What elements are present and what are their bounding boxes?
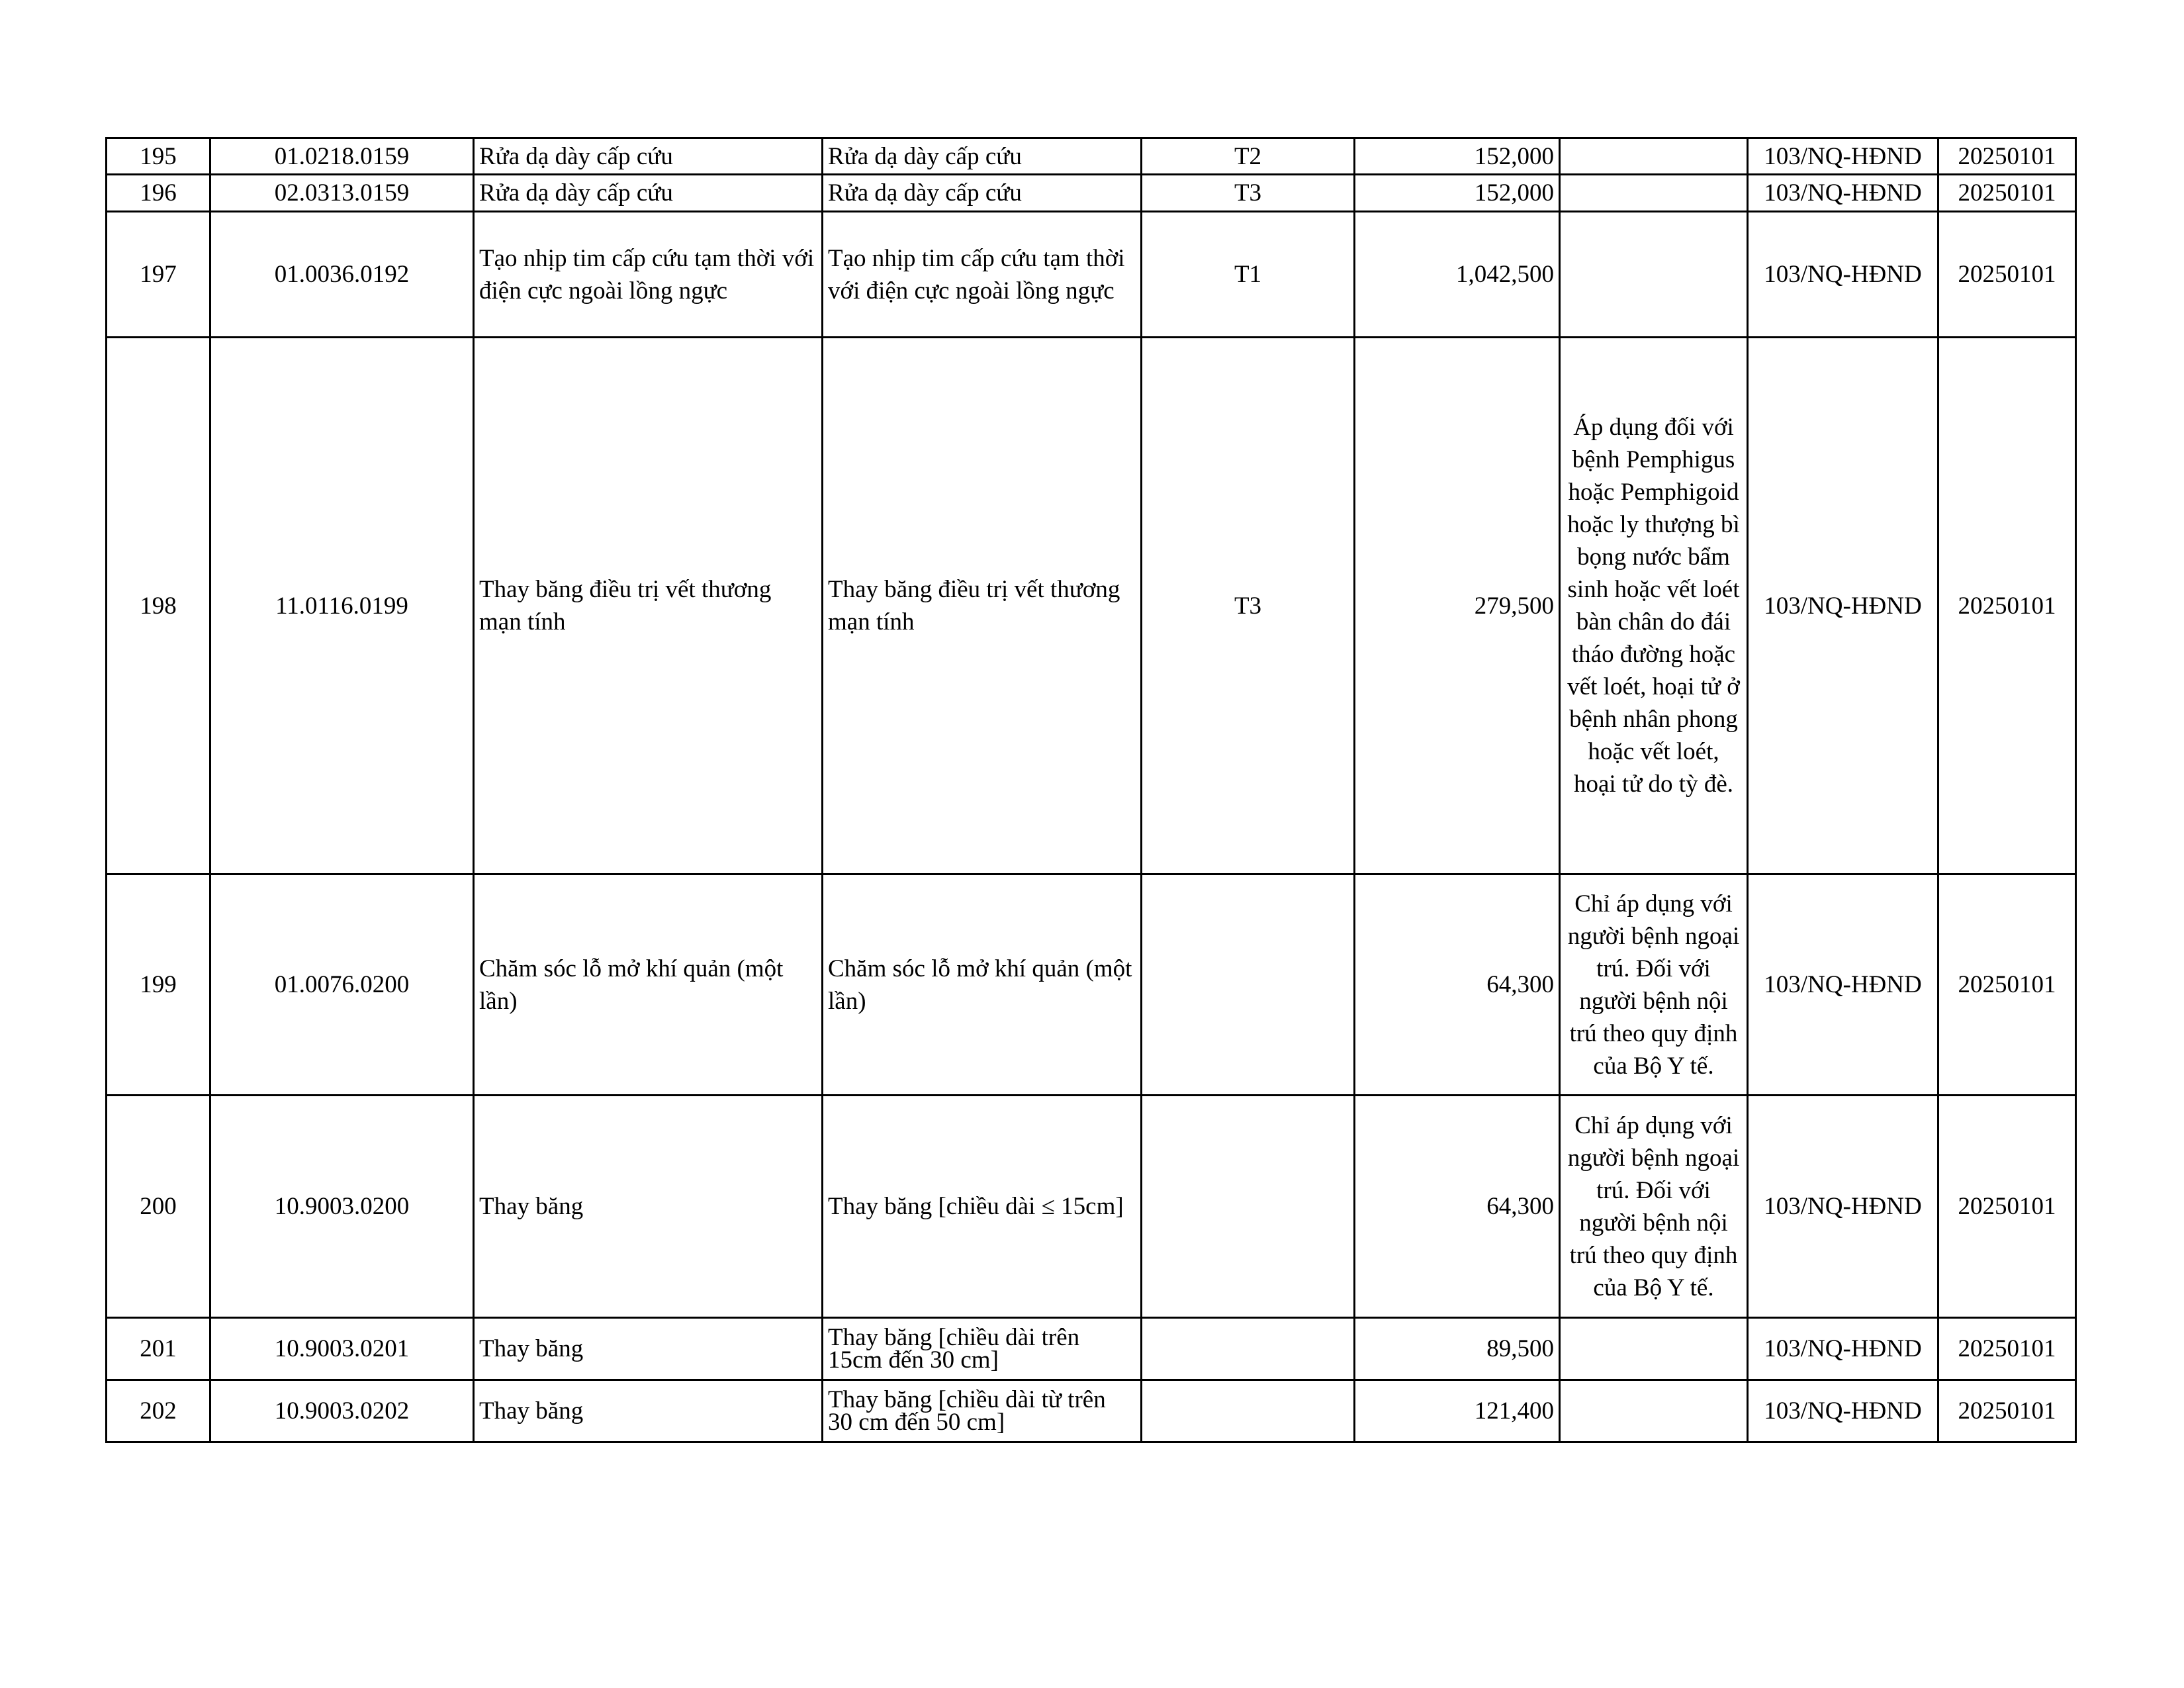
table-row [107,1096,2076,1318]
row-note [1560,1380,1748,1442]
row-price: 89,500 [1355,1318,1560,1380]
row-stt: 200 [107,1096,210,1318]
row-price: 64,300 [1355,1096,1560,1318]
row-class [1142,1380,1355,1442]
row-price-name: Chăm sóc lỗ mở khí quản (một lần) [823,874,1142,1096]
table-row [107,138,2076,175]
row-decision: 103/NQ-HĐND [1748,338,1938,874]
table-row [107,175,2076,212]
row-price-name: Rửa dạ dày cấp cứu [823,138,1142,175]
row-price-name: Thay băng [chiều dài từ trên 30 cm đến 50 cm] [823,1380,1142,1442]
table-row [107,1380,2076,1442]
row-effective-date: 20250101 [1938,1318,2076,1380]
row-technique-name: Thay băng [474,1318,823,1380]
row-decision: 103/NQ-HĐND [1748,874,1938,1096]
row-price: 279,500 [1355,338,1560,874]
row-code: 01.0218.0159 [210,138,474,175]
row-stt: 195 [107,138,210,175]
row-class [1142,1096,1355,1318]
row-note: Chỉ áp dụng với người bệnh ngoại trú. Đối với người bệnh nội trú theo quy định của Bộ Y tế. [1560,874,1748,1096]
row-note [1560,175,1748,212]
row-note: Chỉ áp dụng với người bệnh ngoại trú. Đối với người bệnh nội trú theo quy định của Bộ Y tế. [1560,1096,1748,1318]
row-code: 11.0116.0199 [210,338,474,874]
row-technique-name: Chăm sóc lỗ mở khí quản (một lần) [474,874,823,1096]
row-note [1560,212,1748,338]
row-code: 10.9003.0202 [210,1380,474,1442]
row-price: 1,042,500 [1355,212,1560,338]
row-class: T2 [1142,138,1355,175]
row-decision: 103/NQ-HĐND [1748,1096,1938,1318]
row-code: 01.0076.0200 [210,874,474,1096]
row-price: 152,000 [1355,175,1560,212]
row-class: T3 [1142,175,1355,212]
table-body [107,138,2076,1442]
row-effective-date: 20250101 [1938,175,2076,212]
row-decision: 103/NQ-HĐND [1748,1380,1938,1442]
row-stt: 201 [107,1318,210,1380]
row-price: 64,300 [1355,874,1560,1096]
row-technique-name: Thay băng [474,1096,823,1318]
row-note [1560,138,1748,175]
row-technique-name: Tạo nhịp tim cấp cứu tạm thời với điện cực ngoài lồng ngực [474,212,823,338]
row-technique-name: Rửa dạ dày cấp cứu [474,175,823,212]
row-stt: 196 [107,175,210,212]
row-effective-date: 20250101 [1938,338,2076,874]
row-decision: 103/NQ-HĐND [1748,212,1938,338]
row-effective-date: 20250101 [1938,212,2076,338]
row-class [1142,874,1355,1096]
table-row [107,338,2076,874]
row-decision: 103/NQ-HĐND [1748,175,1938,212]
row-code: 10.9003.0201 [210,1318,474,1380]
row-code: 10.9003.0200 [210,1096,474,1318]
row-price: 152,000 [1355,138,1560,175]
row-stt: 198 [107,338,210,874]
row-price-name: Thay băng [chiều dài trên 15cm đến 30 cm] [823,1318,1142,1380]
row-technique-name: Thay băng [474,1380,823,1442]
row-code: 01.0036.0192 [210,212,474,338]
row-price-name: Thay băng [chiều dài ≤ 15cm] [823,1096,1142,1318]
row-effective-date: 20250101 [1938,1380,2076,1442]
row-class: T3 [1142,338,1355,874]
row-effective-date: 20250101 [1938,138,2076,175]
row-price-name: Rửa dạ dày cấp cứu [823,175,1142,212]
row-effective-date: 20250101 [1938,1096,2076,1318]
row-stt: 197 [107,212,210,338]
row-class: T1 [1142,212,1355,338]
row-stt: 199 [107,874,210,1096]
row-decision: 103/NQ-HĐND [1748,1318,1938,1380]
price-table [105,137,2077,1443]
row-price-name: Tạo nhịp tim cấp cứu tạm thời với điện cực ngoài lồng ngực [823,212,1142,338]
row-note [1560,1318,1748,1380]
table-row [107,1318,2076,1380]
row-technique-name: Rửa dạ dày cấp cứu [474,138,823,175]
table-row [107,212,2076,338]
row-price-name: Thay băng điều trị vết thương mạn tính [823,338,1142,874]
row-note: Áp dụng đối với bệnh Pemphigus hoặc Pemphigoid hoặc ly thượng bì bọng nước bẩm sinh hoặc vết loét bàn chân do đái tháo đường hoặc vết loét, hoại tử ở bệnh nhân phong hoặc vết loét, hoại tử do tỳ đè. [1560,338,1748,874]
table-row [107,874,2076,1096]
row-class [1142,1318,1355,1380]
row-decision: 103/NQ-HĐND [1748,138,1938,175]
row-price: 121,400 [1355,1380,1560,1442]
row-code: 02.0313.0159 [210,175,474,212]
row-technique-name: Thay băng điều trị vết thương mạn tính [474,338,823,874]
row-effective-date: 20250101 [1938,874,2076,1096]
row-stt: 202 [107,1380,210,1442]
